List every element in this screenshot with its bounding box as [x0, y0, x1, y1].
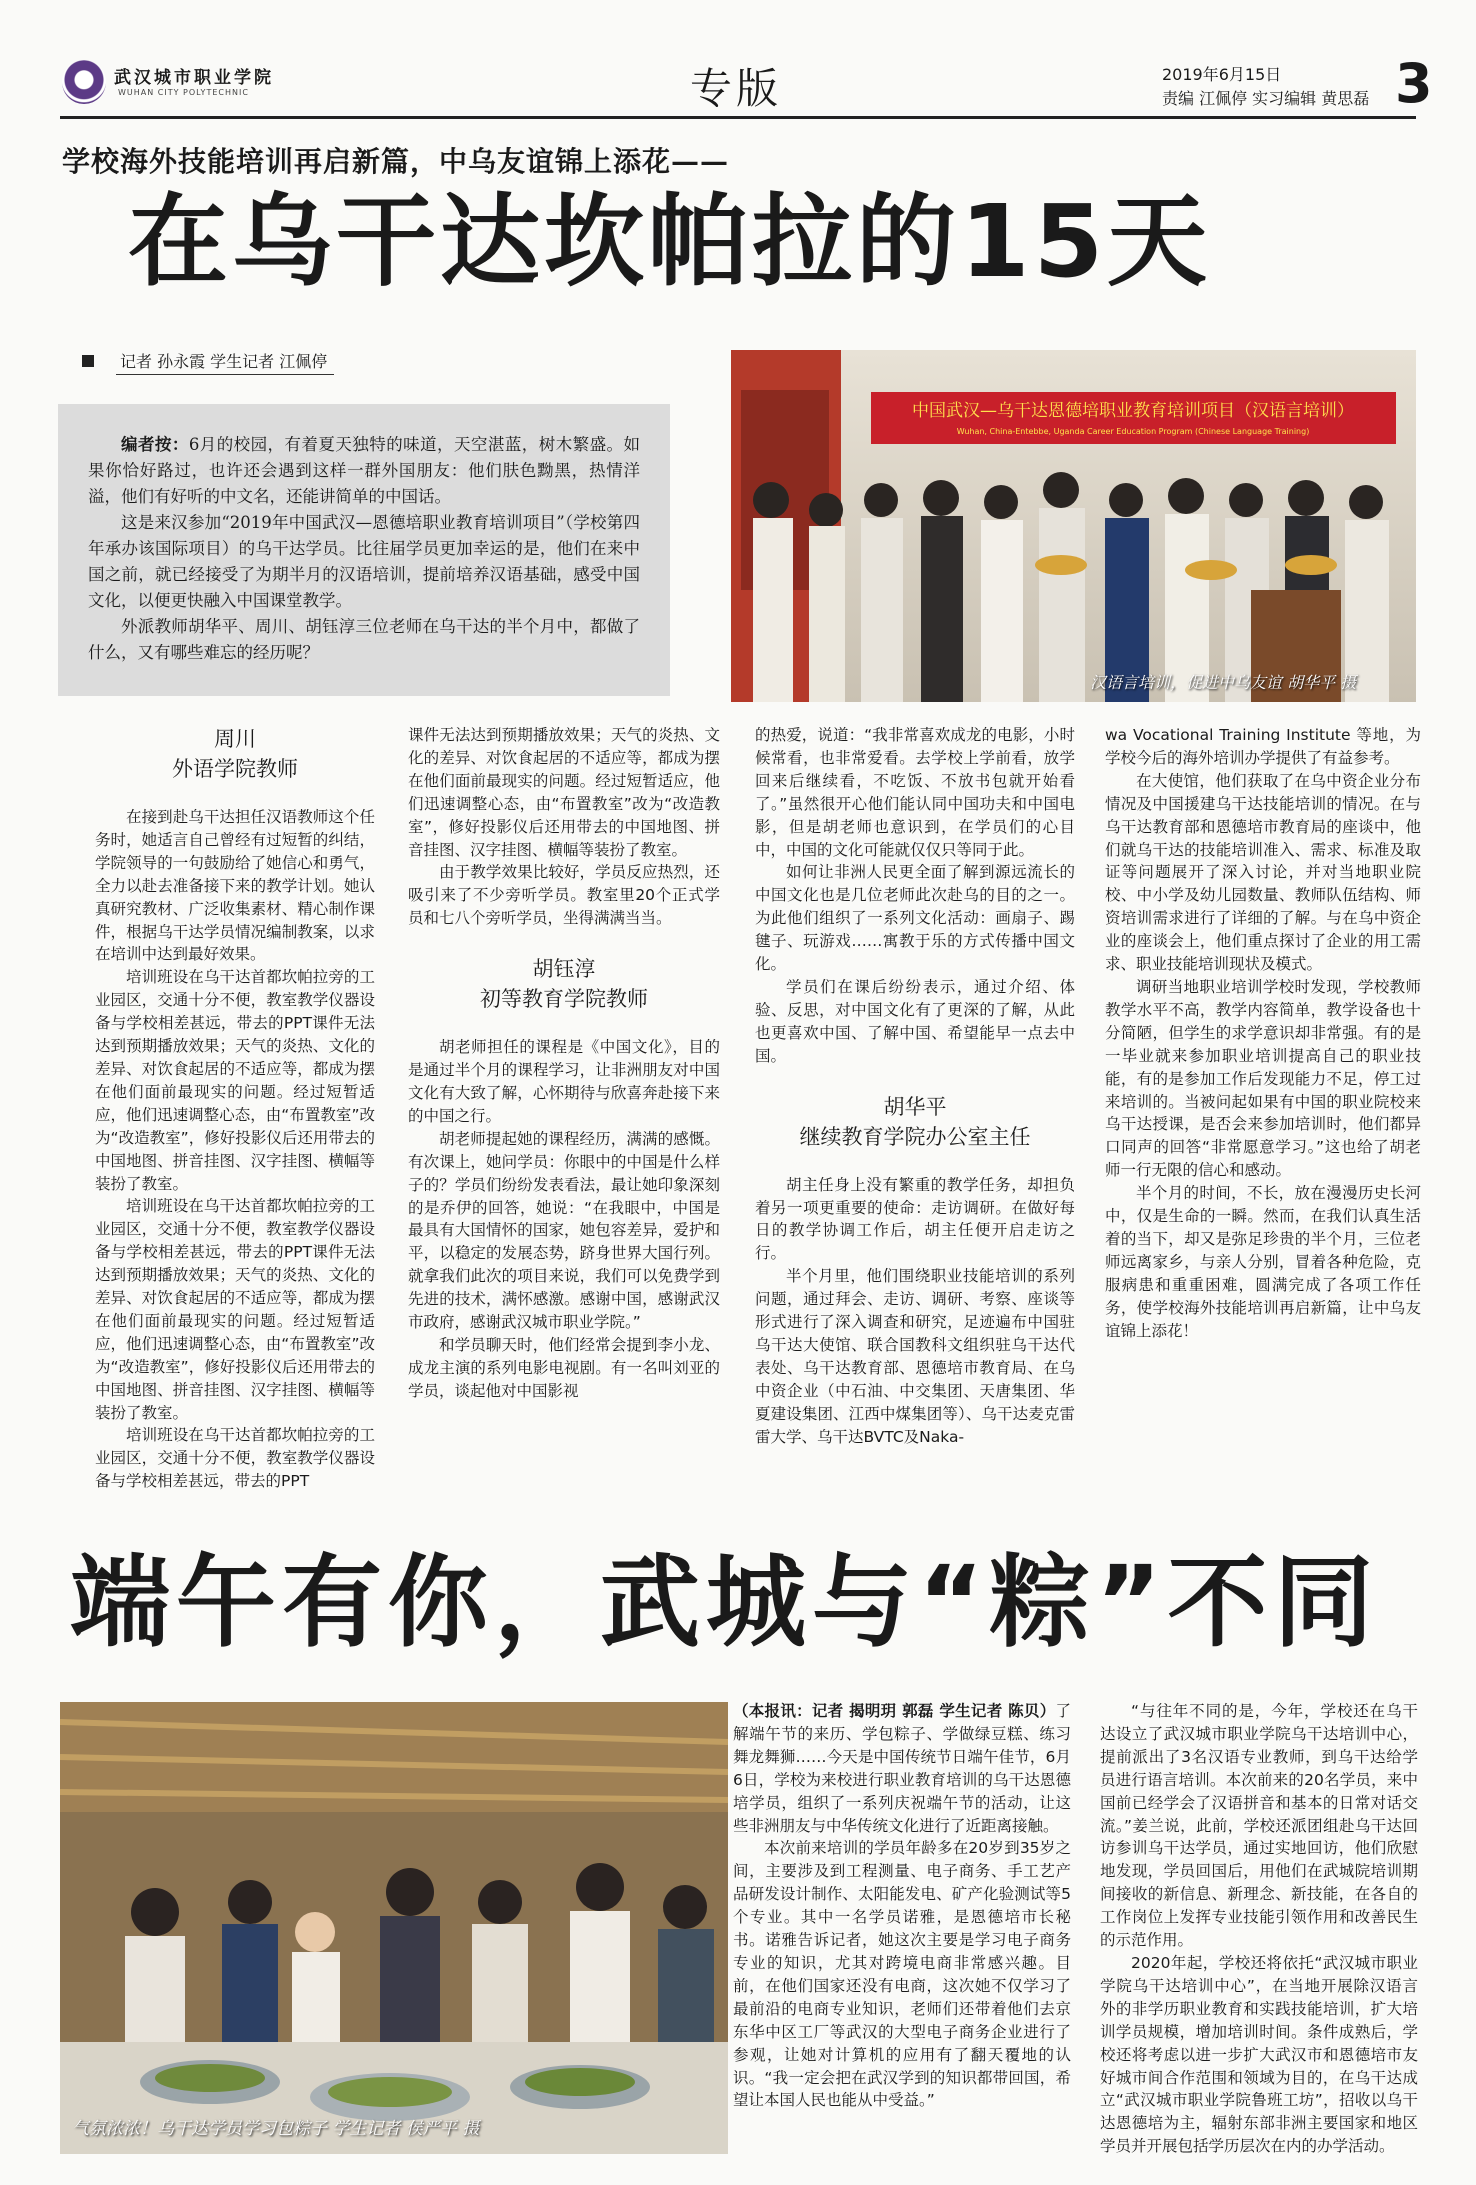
group-photo [731, 350, 1416, 702]
paragraph: 胡主任身上没有繁重的教学任务，却担负着另一项更重要的使命：走访调研。在做好每日的教学协调工作后，胡主任便开启走访之行。 [755, 1175, 1075, 1263]
header-divider [60, 116, 1416, 119]
school-logo-icon [62, 60, 106, 104]
column-6 [1100, 1700, 1418, 2158]
column-2 [408, 724, 720, 1403]
column-3 [755, 724, 1075, 1448]
person-title: 继续教育学院办公室主任 [799, 1124, 1031, 1149]
school-name: 武汉城市职业学院 [114, 68, 274, 88]
zongzi-photo [60, 1702, 728, 2154]
paragraph: 调研当地职业培训学校时发现，学校教师教学水平不高，教学内容简单，教学设备也十分简陋，但学生的求学意识却非常强。有的是一毕业就来参加职业培训提高自己的职业技能，有的是参加工作后发现能力不足，停工过来培训的。当被问起如果有中国的职业院校来乌干达授课，是否会来参加培训时，他们都异口同声的回答“非常愿意学习。”这也给了胡老师一行无限的信心和感动。 [1105, 977, 1421, 1180]
editor-note-p1: 6月的校园，有着夏天独特的味道，天空湛蓝，树木繁盛。如果你恰好路过，也许还会遇到这样一群外国朋友：他们肤色黝黑，热情洋溢，他们有好听的中文名，还能讲简单的中国话。 [88, 435, 641, 506]
column-5 [733, 1700, 1071, 2112]
photo-2-caption: 气氛浓浓！乌干达学员学习包粽子 学生记者 侯严平 摄 [72, 2119, 480, 2139]
article-byline: 记者 孙永霞 学生记者 江佩停 [120, 352, 328, 371]
byline-square-icon [82, 355, 94, 367]
group-photo-image [731, 350, 1416, 702]
paragraph: 了解端午节的来历、学包粽子、学做绿豆糕、练习舞龙舞狮……今天是中国传统节日端午佳节，6月6日，学校为来校进行职业教育培训的乌干达恩德培学员，组织了一系列庆祝端午节的活动，让这些非洲朋友与中华传统文化进行了近距离接触。 [733, 1702, 1071, 1835]
paragraph: 半个月里，他们围绕职业技能培训的系列问题，通过拜会、走访、调研、考察、座谈等形式进行了深入调查和研究，足迹遍布中国驻乌干达大使馆、联合国教科文组织驻乌干达代表处、乌干达教育部、恩德培市教育局、在乌中资企业（中石油、中交集团、天唐集团、华夏建设集团、江西中煤集团等）、乌干达麦克雷雷大学、乌干达BVTC及Naka- [755, 1267, 1075, 1446]
page-number: 3 [1395, 52, 1433, 115]
paragraph: 学员们在课后纷纷表示，通过介绍、体验、反思，对中国文化有了更深的了解，从此也更喜欢中国、了解中国、希望能早一点去中国。 [755, 977, 1075, 1065]
news-lead: （本报讯：记者 揭明玥 郭磊 学生记者 陈贝） [733, 1702, 1056, 1720]
person-title: 初等教育学院教师 [480, 987, 648, 1012]
paragraph: 2020年起，学校还将依托“武汉城市职业学院乌干达培训中心”，在当地开展除汉语言外的非学历职业教育和实践技能培训，扩大培训学员规模，增加培训时间。条件成熟后，学校还将考虑以进一步扩大武汉市和恩德培市友好城市间合作范围和领域为目的，在乌干达成立“武汉城市职业学院鲁班工坊”，招收以乌干达恩德培为主，辐射东部非洲主要国家和地区学员并开展包括学历层次在内的办学活动。 [1100, 1953, 1418, 2156]
paragraph: 胡老师担任的课程是《中国文化》，目的是通过半个月的课程学习，让非洲朋友对中国文化有大致了解，心怀期待与欣喜奔赴接下来的中国之行。 [408, 1038, 720, 1125]
photo-caption: 汉语言培训，促进中乌友谊 胡华平 摄 [1090, 673, 1357, 692]
column-1 [95, 724, 375, 1493]
editor-note-label: 编者按： [121, 435, 189, 454]
paragraph: 培训班设在乌干达首都坎帕拉旁的工业园区，交通十分不便，教室教学仪器设备与学校相差甚远，带去的PPT [95, 1426, 375, 1491]
paragraph: 半个月的时间，不长，放在漫漫历史长河中，仅是生命的一瞬。然而，在我们认真生活着的当下，却又是弥足珍贵的半个月，三位老师远离家乡，与亲人分别，冒着各种危险，克服病患和重重困难，圆满完成了各项工作任务，使学校海外技能培训再启新篇，让中乌友谊锦上添花！ [1105, 1184, 1421, 1340]
section-title: 专版 [690, 64, 783, 113]
editor-note-p2: 这是来汉参加“2019年中国武汉—恩德培职业教育培训项目”（学校第四年承办该国际项目）的乌干达学员。比往届学员更加幸运的是，他们在来中国之前，就已经接受了为期半月的汉语培训，提前培养汉语基础，感受中国文化，以便更快融入中国课堂教学。 [88, 513, 640, 610]
person-name: 周川 [214, 727, 256, 751]
paragraph: 培训班设在乌干达首都坎帕拉旁的工业园区，交通十分不便，教室教学仪器设备与学校相差甚远，带去的PPT课件无法达到预期播放效果；天气的炎热、文化的差异、对饮食起居的不适应等，都成为摆在他们面前最现实的问题。经过短暂适应，他们迅速调整心态，由“布置教室”改为“改造教室”，修好投影仪后还用带去的中国地图、拼音挂图、汉字挂图、横幅等装扮了教室。 [95, 968, 375, 1193]
photo-banner-text-en: Wuhan, China-Entebbe, Uganda Career Education Program (Chinese Language Training) [956, 427, 1310, 436]
paragraph: 本次前来培训的学员年龄多在20岁到35岁之间，主要涉及到工程测量、电子商务、手工艺产品研发设计制作、太阳能发电、矿产化验测试等5个专业。其中一名学员诺雅，是恩德培市长秘书。诺雅告诉记者，她这次主要是学习电子商务专业的知识，尤其对跨境电商非常感兴趣。目前，在他们国家还没有电商，这次她不仅学习了最前沿的电商专业知识，老师们还带着他们去京东华中区工厂等武汉的大型电子商务企业进行了参观，让她对计算机的应用有了翻天覆地的认识。“我一定会把在武汉学到的知识都带回国，希望让本国人民也能从中受益。” [733, 1839, 1071, 2110]
paragraph: wa Vocational Training Institute 等地，为学校今后的海外培训办学提供了有益参考。 [1105, 726, 1421, 767]
zongzi-photo-image [60, 1702, 728, 2154]
column-4 [1105, 724, 1421, 1342]
paragraph: 的热爱，说道：“我非常喜欢成龙的电影，小时候常看，也非常爱看。去学校上学前看，放学回来后继续看，不吃饭、不放书包就开始看了。”虽然很开心他们能认同中国功夫和中国电影，但是胡老师也意识到，在学员们的心目中，中国的文化可能就仅仅只等同于此。 [755, 726, 1075, 859]
byline-divider [116, 374, 334, 375]
paragraph: 胡老师提起她的课程经历，满满的感慨。有次课上，她问学员：你眼中的中国是什么样子的？学员们纷纷发表看法，最让她印象深刻的是乔伊的回答，她说：“在我眼中，中国是最具有大国情怀的国家，她包容差异，爱护和平，以稳定的发展态势，跻身世界大国行列。就拿我们此次的项目来说，我们可以免费学到先进的技术，满怀感激。感谢中国，感谢武汉市政府，感谢武汉城市职业学院。” [408, 1129, 720, 1332]
editor-note [58, 404, 670, 696]
paragraph: 在接到赴乌干达担任汉语教师这个任务时，她适言自己曾经有过短暂的纠结，学院领导的一句鼓励给了她信心和勇气，全力以赴去准备接下来的教学计划。她认真研究教材、广泛收集素材、精心制作课件，根据乌干达学员情况编制教案，以求在培训中达到最好效果。 [95, 808, 375, 964]
article-headline: 在乌干达坎帕拉的15天 [128, 183, 1212, 300]
editor-note-p3: 外派教师胡华平、周川、胡钰淳三位老师在乌干达的半个月中，都做了什么，又有哪些难忘的经历呢？ [88, 617, 640, 662]
school-name-en: WUHAN CITY POLYTECHNIC [118, 88, 249, 97]
paragraph: 和学员聊天时，他们经常会提到李小龙、成龙主演的系列电影电视剧。有一名叫刘亚的学员，谈起他对中国影视 [408, 1335, 720, 1400]
person-name: 胡钰淳 [532, 957, 596, 982]
issue-editors: 责编 江佩停 实习编辑 黄思磊 [1162, 89, 1370, 108]
article-2-headline: 端午有你，武城与“粽”不同 [70, 1544, 1380, 1661]
paragraph: 如何让非洲人民更全面了解到源远流长的中国文化也是几位老师此次赴乌的目的之一。为此他们组织了一系列文化活动：画扇子、踢毽子、玩游戏……寓教于乐的方式传播中国文化。 [755, 863, 1075, 974]
paragraph: 培训班设在乌干达首都坎帕拉旁的工业园区，交通十分不便，教室教学仪器设备与学校相差甚远，带去的PPT课件无法达到预期播放效果；天气的炎热、文化的差异、对饮食起居的不适应等，都成为摆在他们面前最现实的问题。经过短暂适应，他们迅速调整心态，由“布置教室”改为“改造教室”，修好投影仪后还用带去的中国地图、拼音挂图、汉字挂图、横幅等装扮了教室。 [95, 1197, 375, 1422]
paragraph: 课件无法达到预期播放效果；天气的炎热、文化的差异、对饮食起居的不适应等，都成为摆在他们面前最现实的问题。经过短暂适应，他们迅速调整心态，由“布置教室”改为“改造教室”，修好投影仪后还用带去的中国地图、拼音挂图、汉字挂图、横幅等装扮了教室。 [408, 726, 720, 859]
paragraph: 在大使馆，他们获取了在乌中资企业分布情况及中国援建乌干达技能培训的情况。在与乌干达教育部和恩德培市教育局的座谈中，他们就乌干达的技能培训准入、需求、标准及取证等问题展开了深入讨论，并对当地职业院校、中小学及幼儿园数量、教师队伍结构、师资培训需求进行了详细的了解。与在乌中资企业的座谈会上，他们重点探讨了企业的用工需求、职业技能培训现状及模式。 [1105, 771, 1421, 974]
article-kicker: 学校海外技能培训再启新篇，中乌友谊锦上添花—— [62, 145, 730, 178]
paragraph: “与往年不同的是，今年，学校还在乌干达设立了武汉城市职业学院乌干达培训中心，提前派出了3名汉语专业教师，到乌干达给学员进行语言培训。本次前来的20名学员，来中国前已经学会了汉语拼音和基本的日常对话交流。”姜兰说，此前，学校还派团组赴乌干达回访参训乌干达学员，通过实地回访，他们欣慰地发现，学员回国后，用他们在武城院培训期间接收的新信息、新理念、新技能，在各自的工作岗位上发挥专业技能引领作用和改善民生的示范作用。 [1100, 1702, 1418, 1950]
photo-banner-text: 中国武汉—乌干达恩德培职业教育培训项目（汉语言培训） [912, 401, 1354, 421]
person-name: 胡华平 [883, 1094, 947, 1119]
paragraph: 由于教学效果比较好，学员反应热烈，还吸引来了不少旁听学员。教室里20个正式学员和七八个旁听学员，坐得满满当当。 [408, 863, 720, 928]
person-title: 外语学院教师 [172, 757, 298, 781]
issue-date: 2019年6月15日 [1162, 65, 1282, 84]
